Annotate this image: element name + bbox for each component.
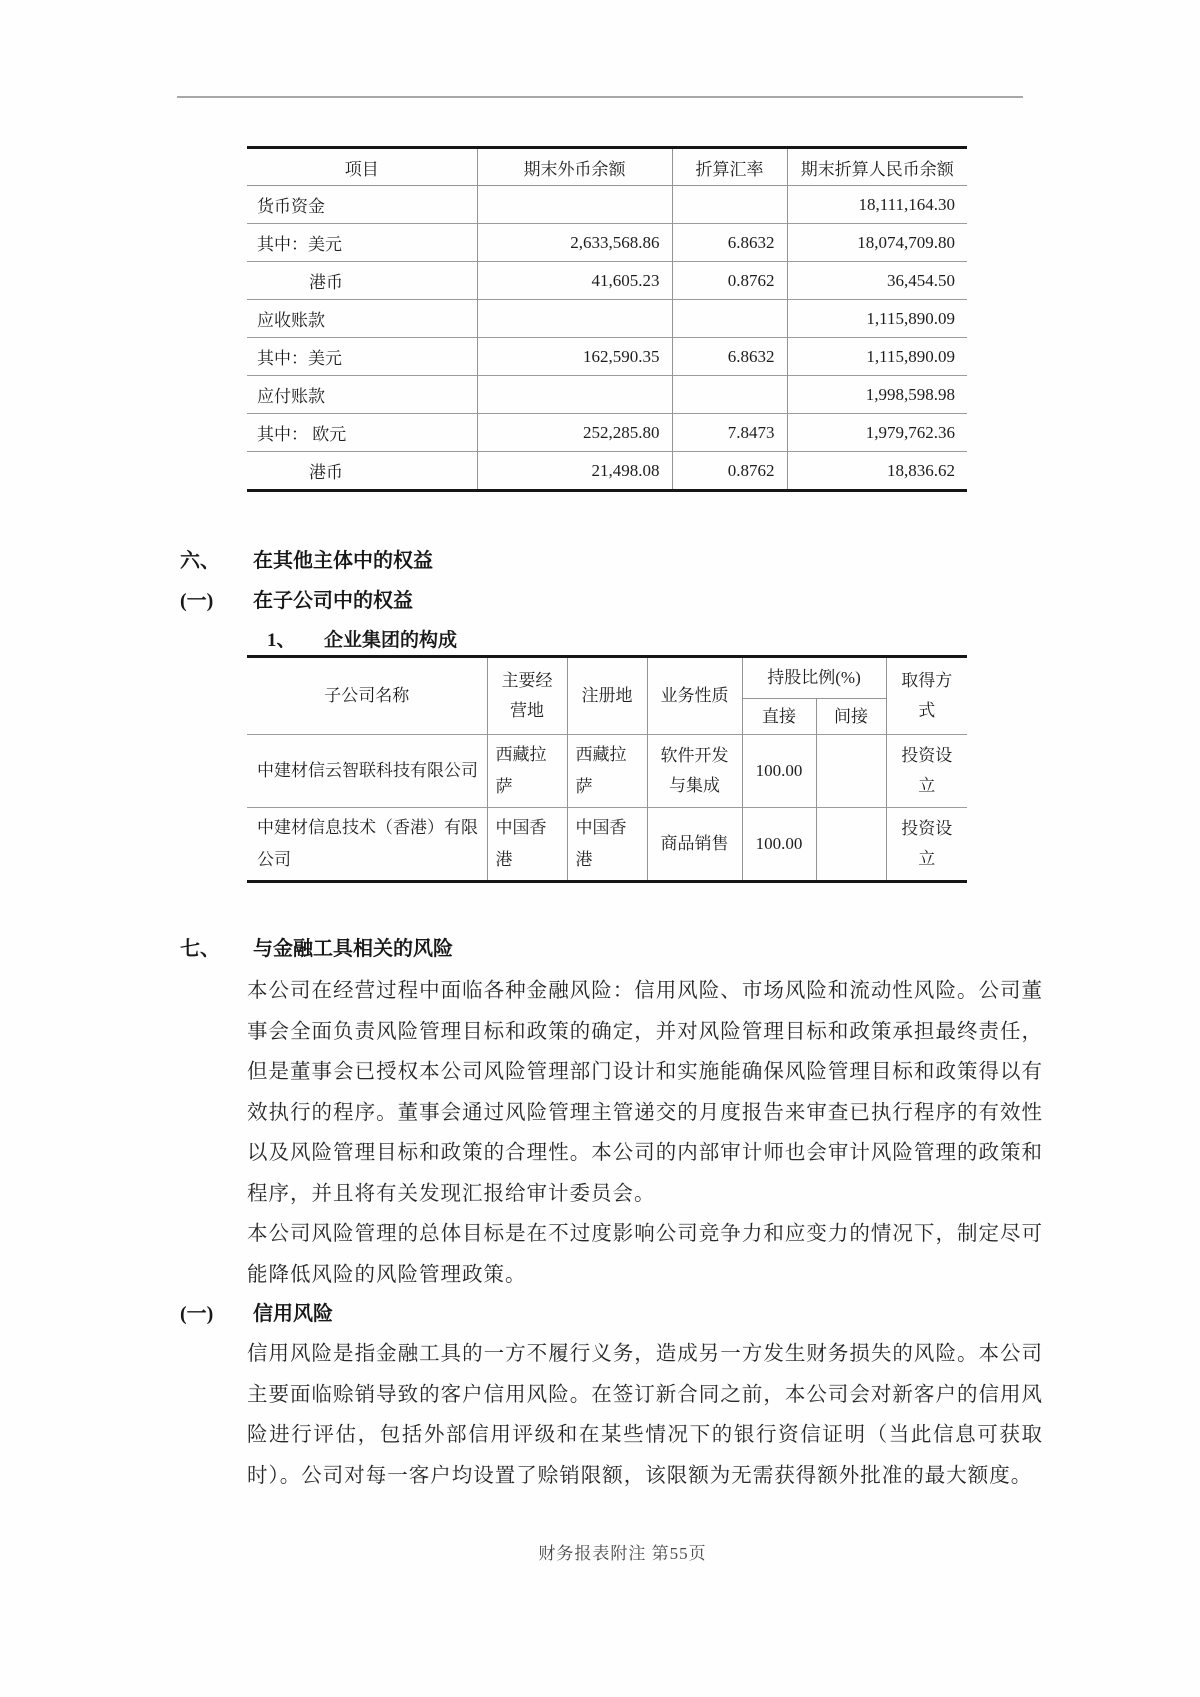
- cell-foreign-balance: 41,605.23: [477, 262, 672, 300]
- cell-rmb-balance: 1,115,890.09: [787, 338, 967, 376]
- cell-rmb-balance: 18,111,164.30: [787, 186, 967, 224]
- cell-rate: 0.8762: [672, 452, 787, 491]
- cell-foreign-balance: [477, 186, 672, 224]
- section-marker: (一): [180, 590, 214, 612]
- section-marker: 1、: [267, 630, 296, 651]
- col-header-subsidiary-name: 子公司名称: [324, 686, 410, 705]
- cell-rate: 0.8762: [672, 262, 787, 300]
- cell-item: 港币: [247, 452, 477, 491]
- section-heading-credit-risk: [180, 1300, 1043, 1328]
- subsidiary-table: [247, 655, 967, 883]
- risk-overview-paragraph: 本公司在经营过程中面临各种金融风险：信用风险、市场风险和流动性风险。公司董事会全面负责风险管理目标和政策的确定，并对风险管理目标和政策承担最终责任，但是董事会已授权本公司风险管理部门设计和实施能确保风险管理目标和政策得以有效执行的程序。董事会通过风险管理主管递交的月度报告来审查已执行程序的有效性以及风险管理目标和政策的合理性。本公司的内部审计师也会审计风险管理的政策和程序，并且将有关发现汇报给审计委员会。: [247, 980, 1043, 1205]
- cell-rmb-balance: 36,454.50: [787, 262, 967, 300]
- col-header-indirect: 间接: [816, 699, 886, 735]
- foreign-currency-table: [247, 146, 967, 492]
- cell-direct-ratio: 100.00: [742, 808, 816, 882]
- table-row: [247, 338, 967, 376]
- section-marker: (一): [180, 1303, 214, 1325]
- section-title: 信用风险: [253, 1303, 333, 1325]
- cell-rmb-balance: 18,074,709.80: [787, 224, 967, 262]
- section-heading-subsidiaries: [180, 587, 1043, 615]
- cell-rate: 6.8632: [672, 224, 787, 262]
- section-heading-interests: [180, 547, 1043, 575]
- cell-rate: 7.8473: [672, 414, 787, 452]
- table-row: [247, 262, 967, 300]
- section-title: 企业集团的构成: [324, 630, 458, 651]
- cell-rmb-balance: 1,115,890.09: [787, 300, 967, 338]
- cell-main-operating-place: 西藏拉萨: [487, 735, 567, 808]
- section-heading-group-composition: [267, 627, 1043, 655]
- cell-foreign-balance: 162,590.35: [477, 338, 672, 376]
- header-rule: [177, 96, 1023, 98]
- table-row: [247, 224, 967, 262]
- col-header-business-nature: 业务性质: [647, 657, 742, 735]
- section-heading-financial-risks: [180, 935, 1043, 963]
- col-header-item: 项目: [247, 148, 477, 186]
- cell-item: 其中：美元: [247, 224, 477, 262]
- cell-direct-ratio: 100.00: [742, 735, 816, 808]
- col-header-shareholding-ratio: 持股比例(%): [742, 657, 886, 699]
- cell-acquisition-method: 投资设立: [886, 808, 967, 882]
- cell-foreign-balance: 252,285.80: [477, 414, 672, 452]
- cell-item: 其中： 欧元: [247, 414, 477, 452]
- cell-acquisition-method: 投资设立: [886, 735, 967, 808]
- section-title: 在子公司中的权益: [253, 590, 413, 612]
- section-marker: 六、: [180, 550, 220, 572]
- cell-foreign-balance: [477, 300, 672, 338]
- cell-main-operating-place: 中国香港: [487, 808, 567, 882]
- cell-foreign-balance: 21,498.08: [477, 452, 672, 491]
- cell-item: 其中：美元: [247, 338, 477, 376]
- risk-objective-paragraph: 本公司风险管理的总体目标是在不过度影响公司竞争力和应变力的情况下，制定尽可能降低风险的风险管理政策。: [247, 1223, 1043, 1286]
- credit-risk-paragraph: 信用风险是指金融工具的一方不履行义务，造成另一方发生财务损失的风险。本公司主要面临赊销导致的客户信用风险。在签订新合同之前，本公司会对新客户的信用风险进行评估，包括外部信用评级和在某些情况下的银行资信证明（当此信息可获取时）。公司对每一客户均设置了赊销限额，该限额为无需获得额外批准的最大额度。: [247, 1343, 1043, 1487]
- cell-rmb-balance: 18,836.62: [787, 452, 967, 491]
- col-header-main-operating-place: 主要经营地: [487, 657, 567, 735]
- page-footer: 财务报表附注 第55页: [538, 1544, 707, 1563]
- cell-rate: [672, 186, 787, 224]
- table-row: [247, 300, 967, 338]
- cell-item: 港币: [247, 262, 477, 300]
- table-row: [247, 452, 967, 491]
- cell-item: 应付账款: [247, 376, 477, 414]
- col-header-registration-place: 注册地: [567, 657, 647, 735]
- col-header-rmb-balance: 期末折算人民币余额: [787, 148, 967, 186]
- cell-indirect-ratio: [816, 735, 886, 808]
- table-row: [247, 735, 967, 808]
- section-title: 在其他主体中的权益: [253, 550, 433, 572]
- cell-rate: 6.8632: [672, 338, 787, 376]
- table-row: [247, 376, 967, 414]
- section-title: 与金融工具相关的风险: [253, 938, 453, 960]
- col-header-foreign-balance: 期末外币余额: [477, 148, 672, 186]
- table-header-row: [247, 657, 967, 699]
- col-header-rate: 折算汇率: [672, 148, 787, 186]
- table-row: [247, 186, 967, 224]
- table-header-row: [247, 148, 967, 186]
- table-row: [247, 414, 967, 452]
- section-marker: 七、: [180, 938, 220, 960]
- table-row: [247, 808, 967, 882]
- col-header-direct: 直接: [742, 699, 816, 735]
- cell-registration-place: 中国香港: [567, 808, 647, 882]
- col-header-acquisition-method: 取得方式: [886, 657, 967, 735]
- cell-foreign-balance: [477, 376, 672, 414]
- cell-business-nature: 商品销售: [647, 808, 742, 882]
- cell-subsidiary-name: 中建材信息技术（香港）有限公司: [247, 808, 487, 882]
- cell-rmb-balance: 1,979,762.36: [787, 414, 967, 452]
- cell-item: 应收账款: [247, 300, 477, 338]
- cell-foreign-balance: 2,633,568.86: [477, 224, 672, 262]
- cell-subsidiary-name: 中建材信云智联科技有限公司: [247, 735, 487, 808]
- cell-registration-place: 西藏拉萨: [567, 735, 647, 808]
- cell-rate: [672, 376, 787, 414]
- cell-item: 货币资金: [257, 197, 325, 216]
- cell-indirect-ratio: [816, 808, 886, 882]
- page-content: [0, 146, 1200, 1566]
- cell-business-nature: 软件开发与集成: [647, 735, 742, 808]
- cell-rmb-balance: 1,998,598.98: [787, 376, 967, 414]
- cell-rate: [672, 300, 787, 338]
